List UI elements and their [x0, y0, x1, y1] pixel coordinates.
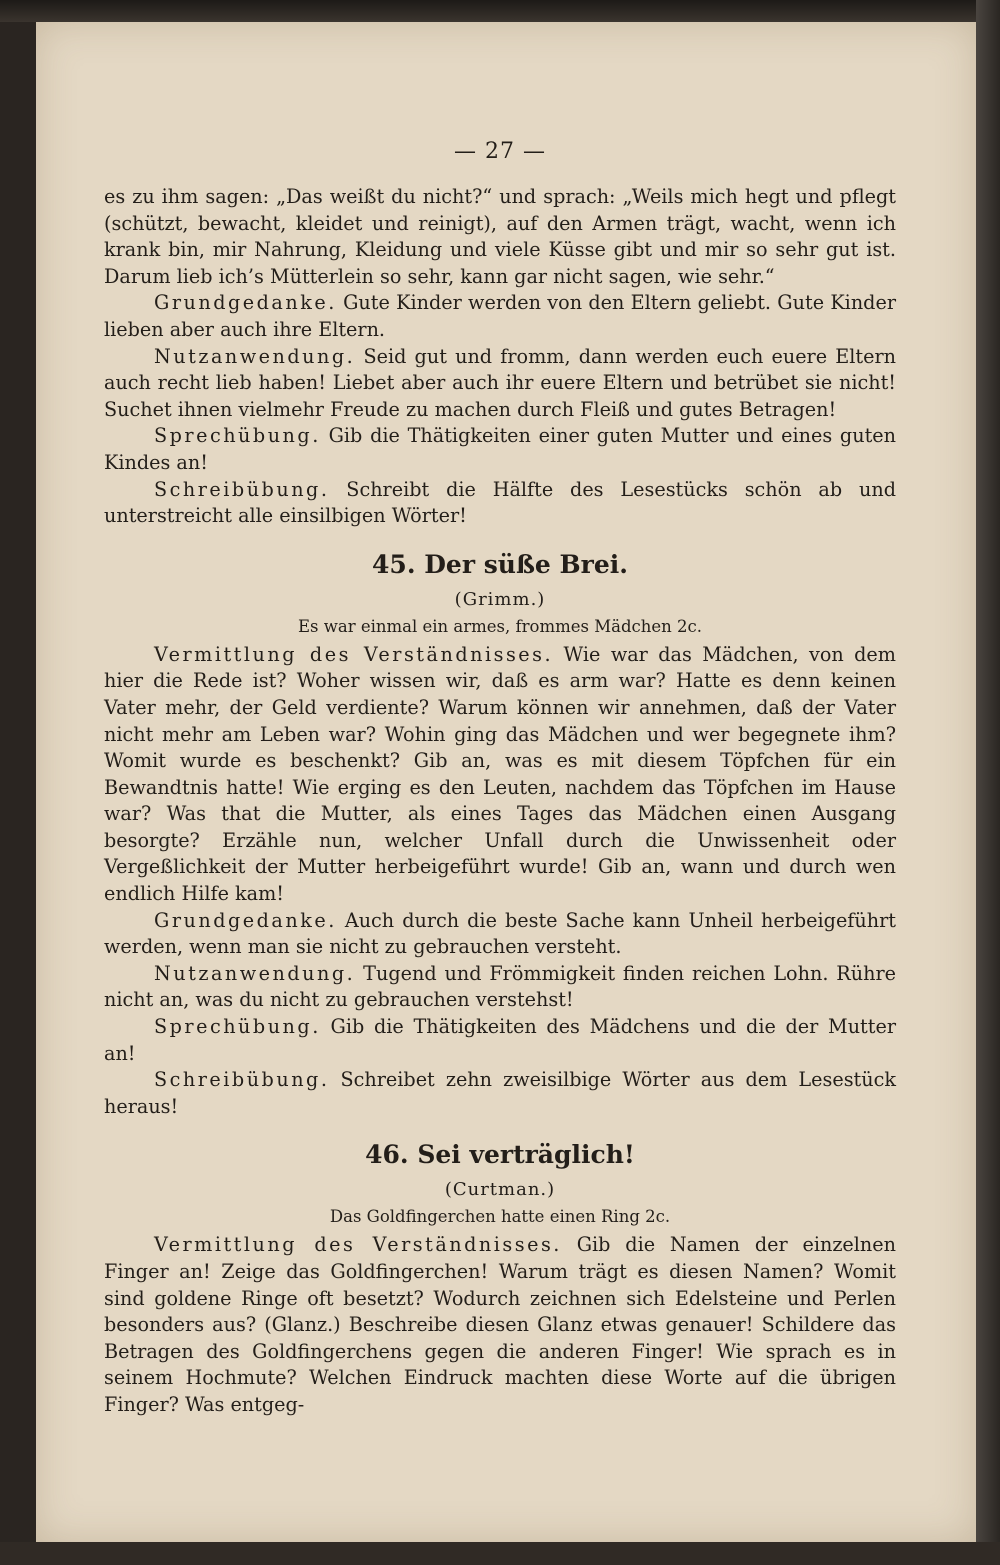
section-label: Sprechübung.	[154, 1015, 321, 1039]
section-text: Gib die Namen der einzelnen Finger an! Zeige das Goldfingerchen! Warum trägt es diesen Namen? Womit sind goldene Ringe oft besetzt? Wodurch zeichnen sich Edelsteine und Perlen besonders aus? (Glanz.) Beschreibe diesen Glanz etwas genauer! Schildere das Betragen des Goldfingerchens gegen die anderen Finger! Wie sprach es in seinem Hochmute? Welchen Eindruck machten diese Worte auf die übrigen Finger? Was entgeg-	[104, 1233, 896, 1416]
section-label: Schreibübung.	[154, 1068, 330, 1092]
lesson-45-sections	[104, 642, 896, 1121]
section-text: Schreibt die Hälfte des Lesestücks schön ab und unterstreicht alle einsilbigen Wörter!	[104, 477, 896, 528]
section-label: Grundgedanke.	[154, 908, 337, 932]
lesson-45-sprechuebung	[104, 1014, 896, 1067]
section-label: Vermittlung des Verständnisses.	[154, 642, 554, 666]
section-text: Gib die Thätigkeiten einer guten Mutter und eines guten Kindes an!	[104, 424, 896, 474]
section-label: Grundgedanke.	[154, 291, 337, 315]
lesson-45-grundgedanke	[104, 908, 896, 961]
page-text	[104, 130, 896, 1419]
intro-sections	[104, 290, 896, 529]
lesson-46-source: (Curtman.)	[444, 1179, 556, 1201]
intro-grundgedanke	[104, 290, 896, 343]
book-spine-edge	[976, 0, 1000, 1565]
section-label: Schreibübung.	[154, 477, 330, 501]
lesson-45-vermittlung	[104, 642, 896, 908]
lesson-46-title: 46. Sei verträglich!	[365, 1140, 635, 1170]
section-text: Seid gut und fromm, dann werden euch euere Eltern auch recht lieb haben! Liebet aber auch ihr euere Eltern und betrübet sie nicht! Suchet ihnen vielmehr Freude zu machen durch Fleiß und gutes Betragen!	[104, 344, 896, 421]
section-label: Nutzanwendung.	[154, 344, 356, 368]
lesson-45-source: (Grimm.)	[454, 588, 546, 610]
book-page	[36, 22, 976, 1542]
intro-paragraph: es zu ihm sagen: „Das weißt du nicht?“ und sprach: „Weils mich hegt und pflegt (schützt, bewacht, kleidet und reinigt), auf den Armen trägt, wacht, wenn ich krank bin, mir Nahrung, Kleidung und viele Küsse gibt und mir so sehr gut ist. Darum lieb ich’s Mütterlein so sehr, kann gar nicht sagen, wie sehr.“	[104, 185, 896, 288]
section-text: Auch durch die beste Sache kann Unheil herbeigeführt werden, wenn man sie nicht zu gebrauchen versteht.	[104, 908, 896, 959]
lesson-45-schreibuebung	[104, 1067, 896, 1120]
section-label: Nutzanwendung.	[154, 961, 356, 985]
section-text: Schreibet zehn zweisilbige Wörter aus dem Lesestück heraus!	[104, 1068, 896, 1118]
intro-nutzanwendung	[104, 344, 896, 424]
section-label: Sprechübung.	[154, 424, 321, 448]
lesson-46-sections	[104, 1232, 896, 1418]
book-top-edge	[0, 0, 1000, 22]
book-bottom-edge	[0, 1542, 1000, 1565]
intro-sprechuebung	[104, 423, 896, 476]
section-text: Gib die Thätigkeiten des Mädchens und die der Mutter an!	[104, 1015, 896, 1065]
section-text: Wie war das Mädchen, von dem hier die Rede ist? Woher wissen wir, daß es arm war? Hatte es denn keinen Vater mehr, der Geld verdiente? Warum können wir annehmen, daß der Vater nicht mehr am Leben war? Wohin ging das Mädchen und wer begegnete ihm? Womit wurde es beschenkt? Gib an, was es mit diesem Töpfchen für ein Bewandtnis hatte! Wie erging es den Leuten, nachdem das Töpfchen im Hause war? Was that die Mutter, als eines Tages das Mädchen einen Ausgang besorgte? Erzähle nun, welcher Unfall durch die Unwissenheit oder Vergeßlichkeit der Mutter herbeigeführt wurde! Gib an, wann und durch wen endlich Hilfe kam!	[104, 642, 896, 906]
section-text: Tugend und Frömmigkeit finden reichen Lohn. Rühre nicht an, was du nicht zu gebrauchen verstehst!	[104, 961, 896, 1012]
lesson-46-vermittlung	[104, 1232, 896, 1418]
lesson-45-incipit: Es war einmal ein armes, frommes Mädchen 2c.	[297, 616, 702, 636]
lesson-45-title: 45. Der süße Brei.	[372, 549, 628, 579]
page-number: — 27 —	[454, 139, 546, 164]
section-label: Vermittlung des Verständnisses.	[154, 1233, 562, 1257]
section-text: Gute Kinder werden von den Eltern geliebt. Gute Kinder lieben aber auch ihre Eltern.	[104, 291, 896, 341]
intro-schreibuebung	[104, 477, 896, 530]
lesson-46-incipit: Das Goldfingerchen hatte einen Ring 2c.	[329, 1207, 671, 1227]
lesson-45-nutzanwendung	[104, 961, 896, 1014]
